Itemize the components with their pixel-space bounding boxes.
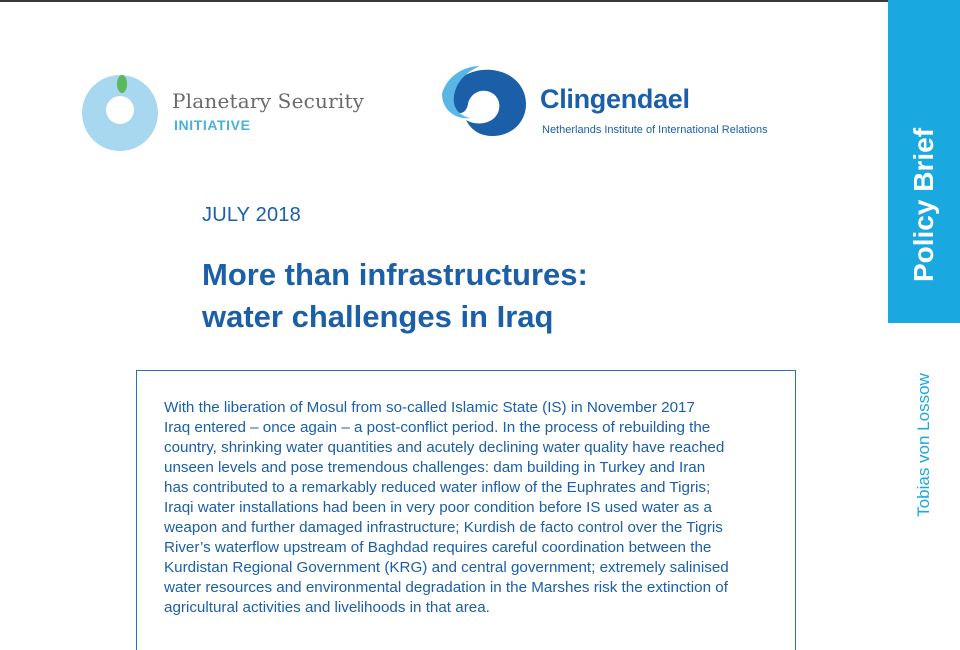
planetary-security-logo-icon: [82, 72, 160, 152]
title-line: water challenges in Iraq: [202, 299, 554, 334]
title-line: More than infrastructures:: [202, 257, 588, 292]
clingendael-logo-icon: [440, 64, 528, 140]
clingendael-logo-name: Clingendael: [540, 84, 690, 114]
summary-line: has contributed to a remarkably reduced water inflow of the Euphrates and Tigris;: [164, 479, 711, 496]
summary-line: country, shrinking water quantities and acutely declining water quality have reached: [164, 439, 725, 456]
document-title: [202, 254, 588, 338]
summary-line: agricultural activities and livelihoods in that area.: [164, 599, 490, 616]
clingendael-logo-subtitle: Netherlands Institute of International Relations: [542, 124, 768, 136]
top-rule: [0, 0, 960, 2]
psi-logo-name: Planetary Security: [172, 89, 365, 113]
publication-date: JULY 2018: [202, 204, 301, 226]
author-name: Tobias von Lossow: [914, 373, 933, 517]
summary-line: weapon and further damaged infrastructure; Kurdish de facto control over the Tigris: [164, 519, 723, 536]
summary-line: Kurdistan Regional Government (KRG) and central government; extremely salinised: [164, 559, 729, 576]
summary-line: unseen levels and pose tremendous challenges: dam building in Turkey and Iran: [164, 459, 706, 476]
psi-logo-subtitle: INITIATIVE: [174, 117, 251, 133]
summary-line: River’s waterflow upstream of Baghdad requires careful coordination between the: [164, 539, 712, 556]
summary-line: Iraqi water installations had been in very poor condition before IS used water as a: [164, 499, 712, 516]
summary-line: Iraq entered – once again – a post-conflict period. In the process of rebuilding the: [164, 419, 711, 436]
summary-line: water resources and environmental degradation in the Marshes risk the extinction of: [164, 579, 728, 596]
policy-brief-label: Policy Brief: [908, 127, 939, 283]
summary-text: [164, 398, 774, 618]
summary-line: With the liberation of Mosul from so-called Islamic State (IS) in November 2017: [164, 399, 695, 416]
